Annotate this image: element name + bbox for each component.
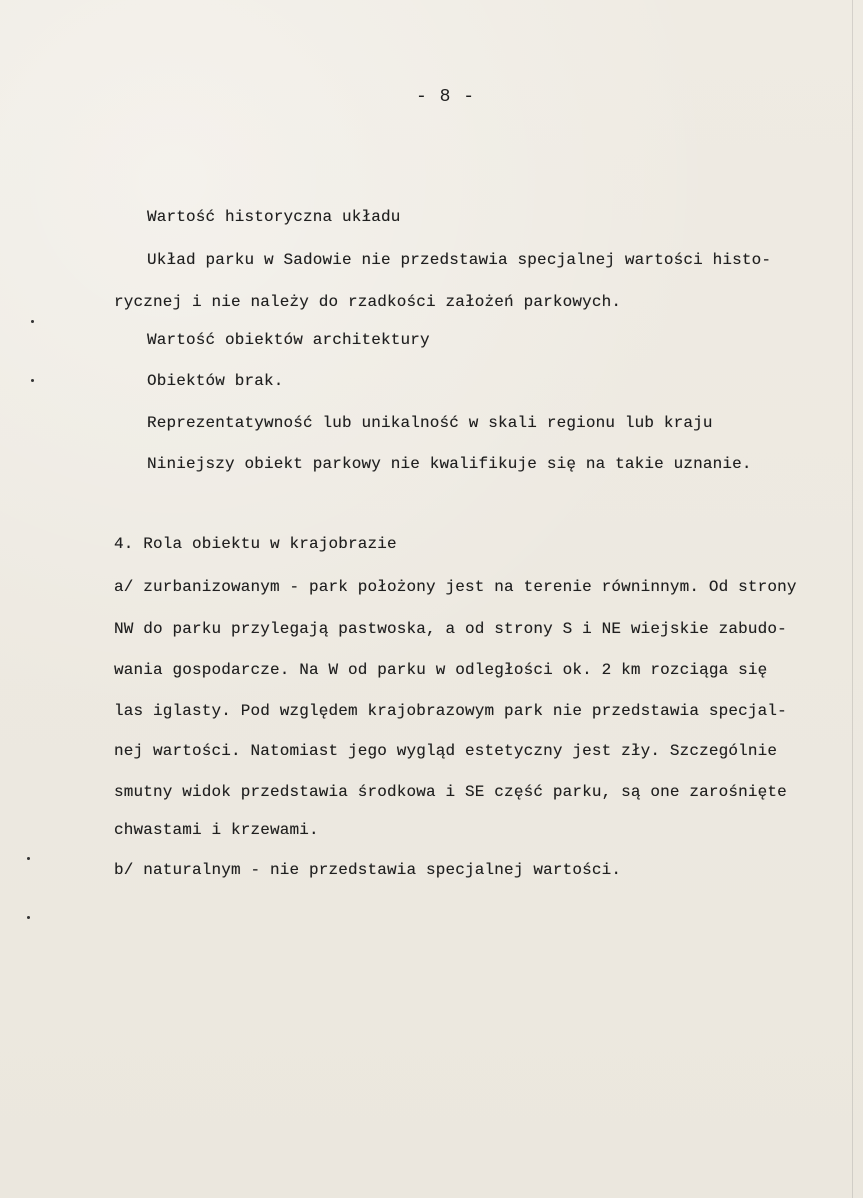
landscape-role-heading: 4. Rola obiektu w krajobrazie (114, 535, 397, 553)
historical-value-line-1: Układ parku w Sadowie nie przedstawia specjalnej wartości histo- (147, 251, 772, 269)
scan-mark (27, 857, 30, 860)
page-edge-line (852, 0, 853, 1198)
landscape-line-3: wania gospodarcze. Na W od parku w odległości ok. 2 km rozciąga się (114, 661, 768, 679)
scan-mark (27, 916, 30, 919)
landscape-line-5: nej wartości. Natomiast jego wygląd estetyczny jest zły. Szczególnie (114, 742, 778, 760)
scan-mark (31, 379, 34, 382)
landscape-line-6: smutny widok przedstawia środkowa i SE część parku, są one zarośnięte (114, 783, 787, 801)
uniqueness-text: Niniejszy obiekt parkowy nie kwalifikuje się na takie uznanie. (147, 455, 752, 473)
landscape-line-7: chwastami i krzewami. (114, 821, 319, 839)
scan-mark (31, 320, 34, 323)
architecture-text: Obiektów brak. (147, 372, 284, 390)
uniqueness-heading: Reprezentatywność lub unikalność w skali regionu lub kraju (147, 414, 713, 432)
landscape-line-1: a/ zurbanizowanym - park położony jest na terenie równinnym. Od strony (114, 578, 797, 596)
landscape-line-4: las iglasty. Pod względem krajobrazowym park nie przedstawia specjal- (114, 702, 787, 720)
landscape-line-2: NW do parku przylegają pastwoska, a od strony S i NE wiejskie zabudo- (114, 620, 787, 638)
natural-landscape-text: b/ naturalnym - nie przedstawia specjalnej wartości. (114, 861, 622, 879)
historical-value-heading: Wartość historyczna układu (147, 208, 401, 226)
historical-value-line-2: rycznej i nie należy do rzadkości założeń parkowych. (114, 293, 622, 311)
page-number: - 8 - (416, 87, 476, 107)
architecture-heading: Wartość obiektów architektury (147, 331, 430, 349)
